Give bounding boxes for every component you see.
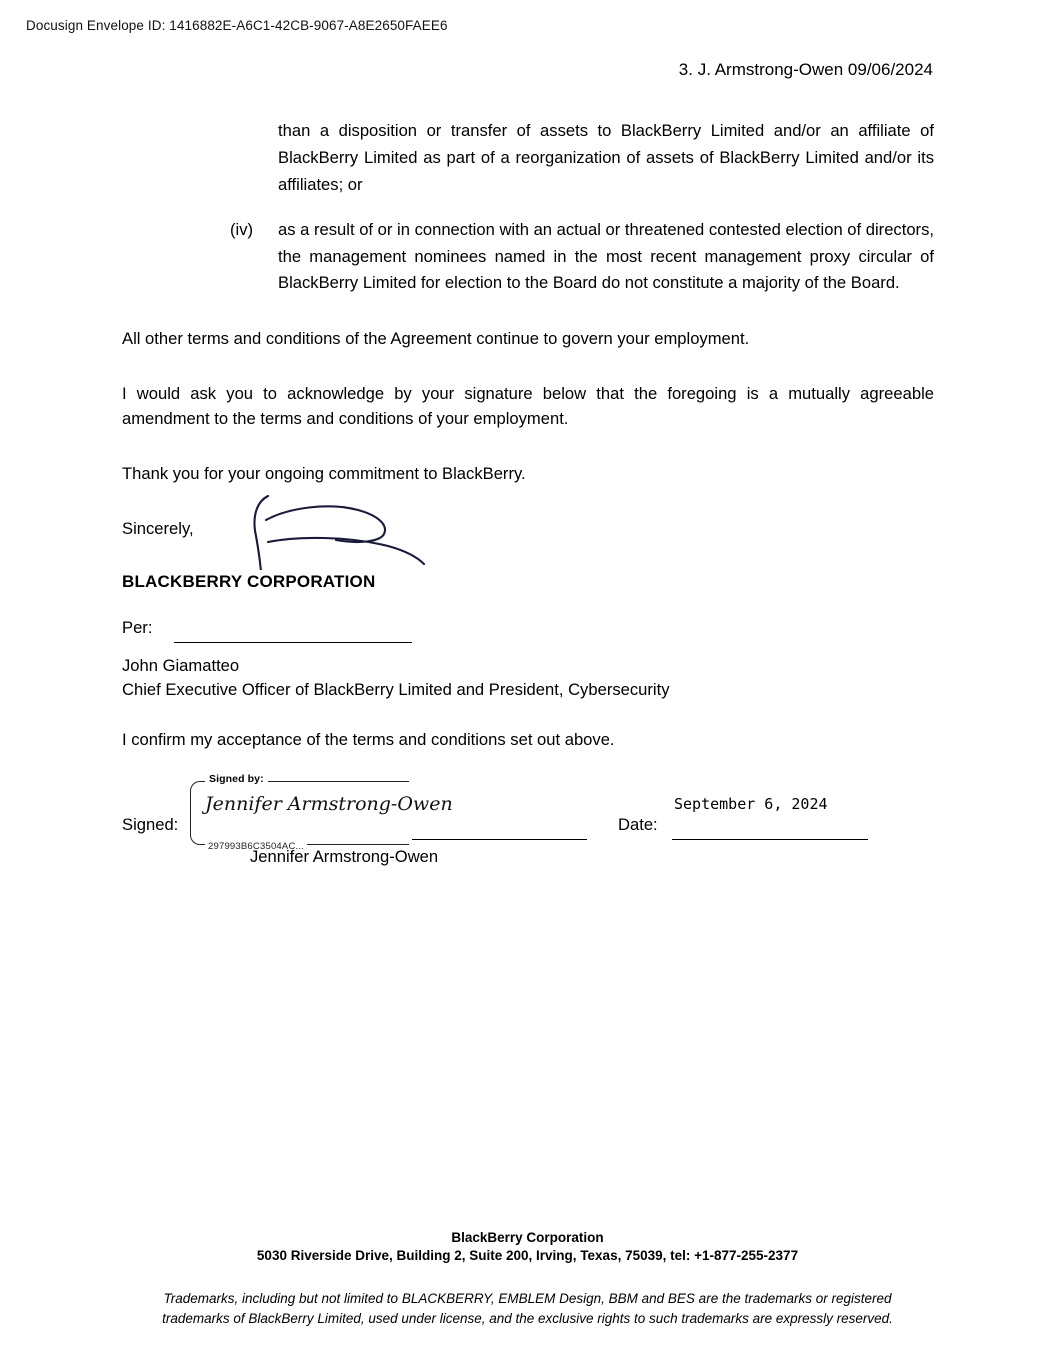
per-signature-line: [174, 642, 412, 643]
per-label: Per:: [122, 617, 153, 637]
footer-company: BlackBerry Corporation: [451, 1229, 604, 1245]
signature-line: [412, 839, 587, 840]
clause-text: as a result of or in connection with an actual or threatened contested election of directors, the management nominees named in the most recent management proxy circular of BlackBerry Limited for election to the Board do not constitute a majority of the Board.: [278, 219, 934, 293]
page-footer: [0, 1230, 1055, 1330]
signer-printed-name: Jennifer Armstrong-Owen: [250, 846, 439, 866]
clause-continuation: [122, 118, 934, 199]
paragraph-other-terms: All other terms and conditions of the Agreement continue to govern your employment.: [122, 329, 750, 349]
paragraph-acknowledge: I would ask you to acknowledge by your signature below that the foregoing is a mutually agreeable amendment to the terms and conditions of your employment.: [122, 384, 934, 429]
docusign-guid: 297993B6C3504AC...: [205, 841, 307, 852]
paragraph-sincerely: Sincerely,: [122, 518, 194, 538]
envelope-id: Docusign Envelope ID: 1416882E-A6C1-42CB-9067-A8E2650FAEE6: [26, 18, 448, 33]
exec-signer-title: Chief Executive Officer of BlackBerry Limited and President, Cybersecurity: [122, 679, 670, 699]
company-name: BLACKBERRY CORPORATION: [122, 571, 376, 591]
footer-address: 5030 Riverside Drive, Building 2, Suite 200, Irving, Texas, 75039, tel: +1-877-255-2377: [256, 1247, 799, 1263]
footer-trademark: Trademarks, including but not limited to BLACKBERRY, EMBLEM Design, BBM and BES are the trademarks or registered trademarks of BlackBerry Limited, used under license, and the exclusive rights to such trademarks are expressly reserved.: [162, 1290, 893, 1326]
docusign-signed-by-label: Signed by:: [205, 773, 268, 785]
date-line: [672, 839, 868, 840]
signed-label: Signed:: [122, 814, 179, 834]
paragraph-thanks: Thank you for your ongoing commitment to BlackBerry.: [122, 463, 526, 483]
signature-block: [122, 772, 934, 867]
document-body: [122, 118, 934, 867]
exec-signer-name: John Giamatteo: [122, 655, 240, 675]
docusign-signature-stamp: [190, 772, 453, 852]
date-value: September 6, 2024: [674, 794, 828, 813]
page-header: 3. J. Armstrong-Owen 09/06/2024: [678, 60, 933, 79]
clause-text: than a disposition or transfer of assets to BlackBerry Limited and/or an affiliate of BlackBerry Limited as part of a reorganization of assets of BlackBerry Limited and/or its affiliates; or: [278, 121, 934, 194]
acceptance-confirm-text: I confirm my acceptance of the terms and conditions set out above.: [122, 729, 615, 749]
clause-marker: (iv): [230, 219, 254, 239]
clause-iv: [122, 217, 934, 298]
per-signature-row: [122, 618, 934, 652]
docusign-signature-text: Jennifer Armstrong-Owen: [205, 792, 453, 815]
date-label: Date:: [618, 814, 658, 834]
